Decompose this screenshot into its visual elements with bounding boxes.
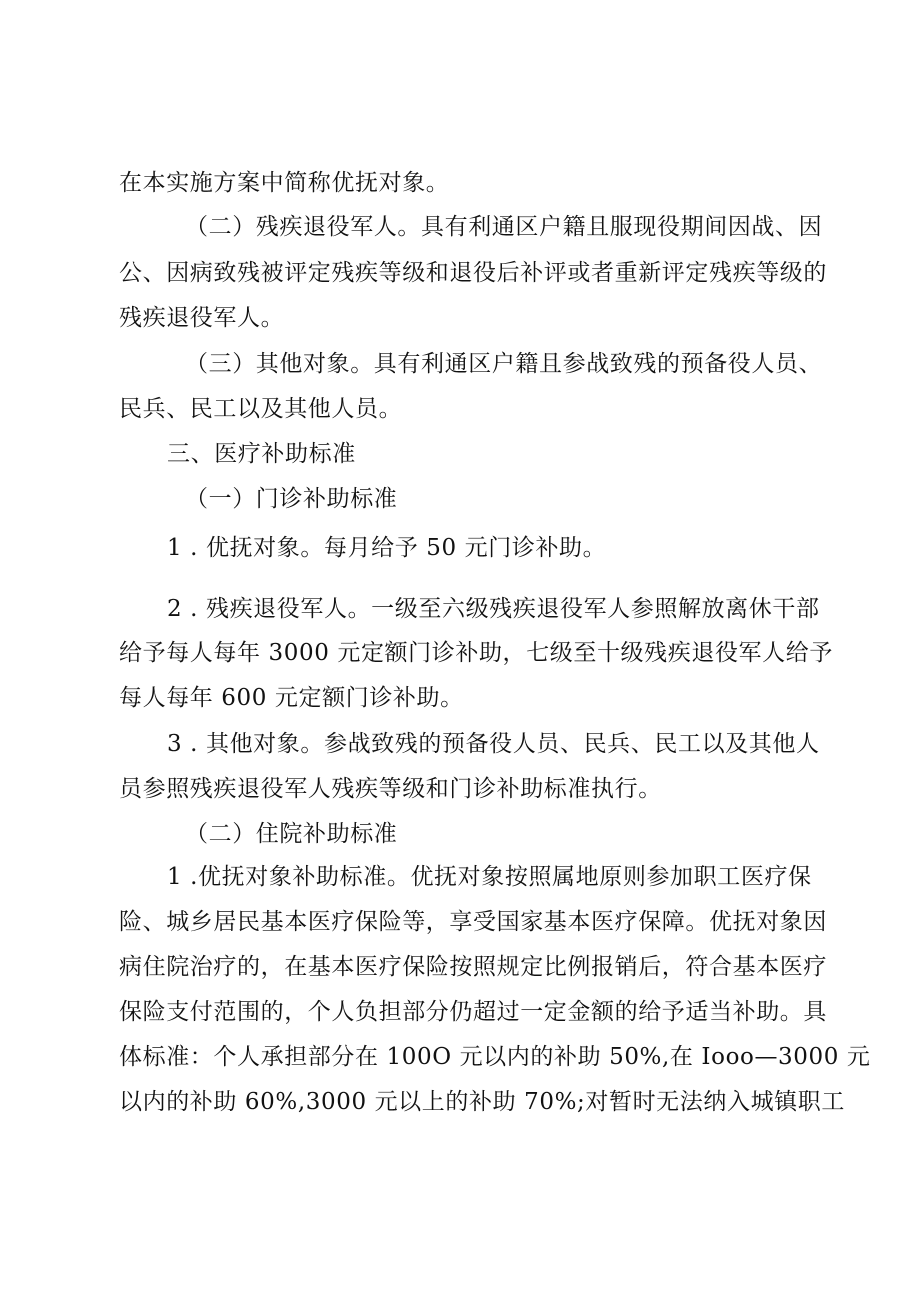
text-line-6: 民兵、民工以及其他人员。 xyxy=(119,396,403,422)
text-line-10: 2 . 残疾退役军人。一级至六级残疾退役军人参照解放离休干部 xyxy=(167,596,820,622)
text-line-1: 在本实施方案中简称优抚对象。 xyxy=(119,170,450,196)
text-line-21: 以内的补助 60%,3000 元以上的补助 70%;对暂时无法纳入城镇职工 xyxy=(119,1089,845,1115)
text-line-12: 每人每年 600 元定额门诊补助。 xyxy=(119,685,464,711)
text-line-5: （三）其他对象。具有利通区户籍且参战致残的预备役人员、 xyxy=(185,351,823,377)
text-line-13: 3 . 其他对象。参战致残的预备役人员、民兵、民工以及其他人 xyxy=(167,731,820,757)
text-line-2: （二）残疾退役军人。具有利通区户籍且服现役期间因战、因 xyxy=(185,214,823,240)
subsection-heading-2: （二）住院补助标准 xyxy=(185,821,398,847)
text-line-18: 病住院治疗的，在基本医疗保险按照规定比例报销后，符合基本医疗 xyxy=(119,954,827,980)
subsection-heading-1: （一）门诊补助标准 xyxy=(185,486,398,512)
section-heading: 三、医疗补助标准 xyxy=(167,441,356,467)
text-line-17: 险、城乡居民基本医疗保险等，享受国家基本医疗保障。优抚对象因 xyxy=(119,909,827,935)
text-line-9: 1 . 优抚对象。每月给予 50 元门诊补助。 xyxy=(167,535,607,561)
text-line-16: 1 .优抚对象补助标准。优抚对象按照属地原则参加职工医疗保 xyxy=(167,864,812,890)
text-line-3: 公、因病致残被评定残疾等级和退役后补评或者重新评定残疾等级的 xyxy=(119,260,827,286)
text-line-11: 给予每人每年 3000 元定额门诊补助，七级至十级残疾退役军人给予 xyxy=(119,640,833,666)
text-line-20: 体标准：个人承担部分在 100O 元以内的补助 50%,在 Iooo—3000 元 xyxy=(119,1044,871,1070)
text-line-19: 保险支付范围的，个人负担部分仍超过一定金额的给予适当补助。具 xyxy=(119,999,827,1025)
text-line-14: 员参照残疾退役军人残疾等级和门诊补助标准执行。 xyxy=(119,776,662,802)
text-line-4: 残疾退役军人。 xyxy=(119,305,285,331)
